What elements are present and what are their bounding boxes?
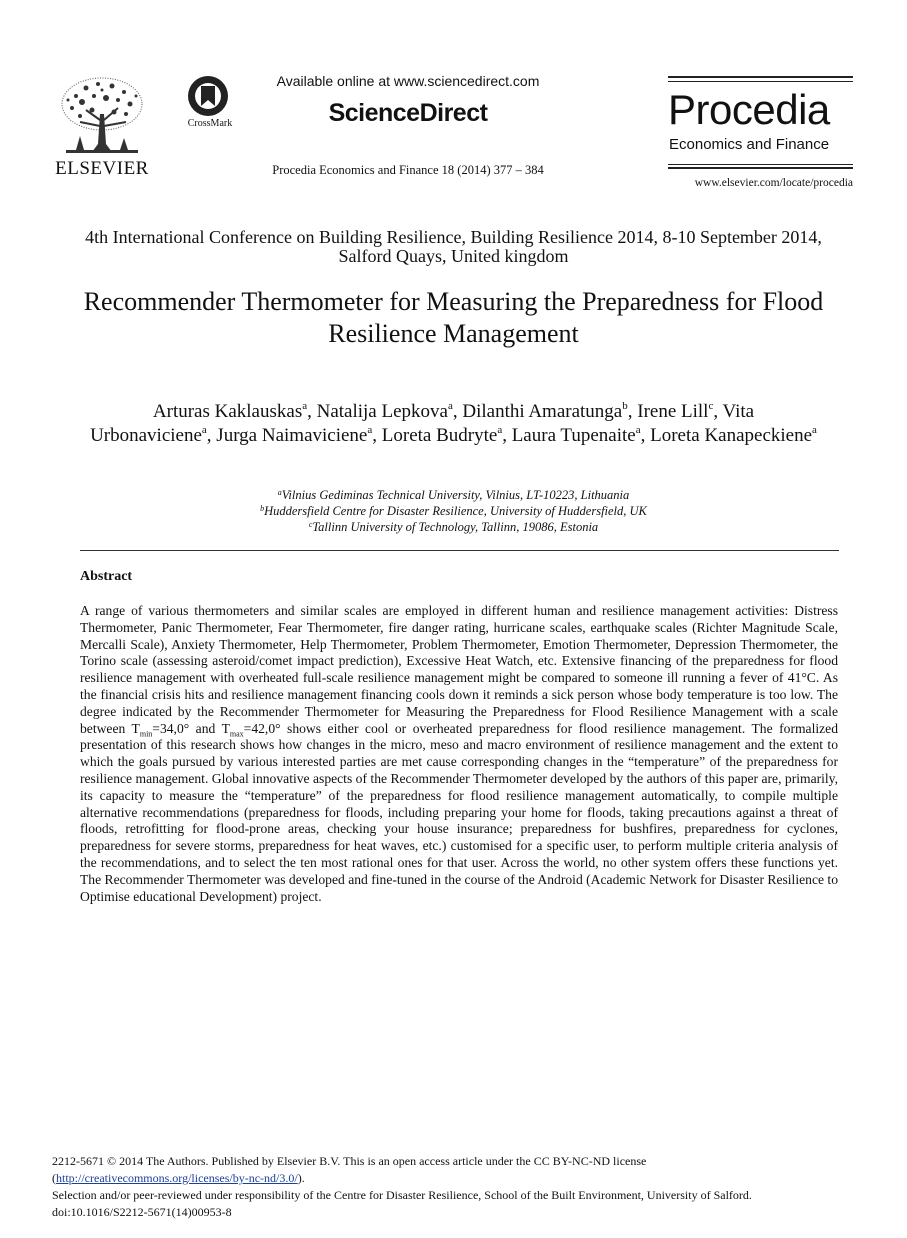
procedia-top-rule [668, 76, 853, 78]
tmax-subscript: max [229, 729, 244, 739]
license-link[interactable]: http://creativecommons.org/licenses/by-nc-nd/3.0/ [56, 1171, 298, 1185]
procedia-url[interactable]: www.elsevier.com/locate/procedia [694, 177, 853, 189]
crossmark-icon [180, 74, 240, 118]
author-name: Vita Urbonaviciene [90, 401, 755, 446]
elsevier-tree-icon [56, 74, 148, 156]
conference-name: 4th International Conference on Building Resilience, Building Resilience 2014, 8-10 September 2014, Salford Quays, United kingdom [85, 227, 822, 266]
sciencedirect-logo[interactable]: ScienceDirect [328, 99, 488, 127]
author-name: Laura Tupenaite [511, 425, 636, 446]
affiliation-key: a [277, 488, 282, 497]
author-name: Natalija Lepkova [316, 401, 448, 422]
journal-reference: Procedia Economics and Finance 18 (2014) 377 – 384 [272, 163, 544, 177]
affiliation-text: Huddersfield Centre for Disaster Resilience, University of Huddersfield, UK [264, 504, 647, 518]
author-affiliation-mark: a [302, 400, 308, 412]
abstract-part: =34,0° and T [152, 720, 230, 736]
procedia-bottom-rule-thin [668, 164, 853, 165]
author-affiliation-mark: a [635, 424, 641, 436]
procedia-bottom-rule [668, 167, 853, 169]
affiliation-item [150, 519, 757, 535]
license-open-paren: ( [52, 1171, 56, 1185]
author-name: Loreta Kanapeckiene [650, 425, 813, 446]
affiliation-text: Vilnius Gediminas Technical University, Vilnius, LT-10223, Lithuania [281, 488, 630, 502]
affiliation-text: Tallinn University of Technology, Tallinn, 19086, Estonia [312, 520, 599, 534]
crossmark-label: CrossMark [187, 118, 233, 129]
license-close-paren: ). [297, 1171, 305, 1185]
tmin-subscript: min [139, 729, 153, 739]
elsevier-logo [52, 74, 152, 178]
author-affiliation-mark: a [367, 424, 373, 436]
abstract-part: A range of various thermometers and similar scales are employed in different human and resilience management activities: Distress Thermometer, Panic Thermometer, Fear Thermometer, fire danger rating, hurricane scales, earthquake scales (Richter Magnitude Scale, Mercalli Scale), Anxiety Thermometer, Help Thermometer, Problem Thermometer, Emotion Thermometer, Depression Thermometer, the Torino scale (assessing asteroid/comet impact prediction), Excessive Heat Watch, etc. Extensive financing of the preparedness for flood resilience management with overheated full-scale resilience management might be compared to someone ill running a fever of 41°C. As the financial crisis hits and resilience management financing cools down it reminds a sick person whose body temperature is too low. The degree indicated by the Recommender Thermometer for Measuring the Preparedness for Flood Resilience Management with a scale between T [80, 603, 838, 736]
author-affiliation-mark: a [447, 400, 453, 412]
header-divider [80, 550, 839, 551]
procedia-subtitle: Economics and Finance [669, 136, 830, 153]
license-url-line [52, 1170, 852, 1187]
affiliation-list [150, 487, 757, 535]
license-line: 2212-5671 © 2014 The Authors. Published by Elsevier B.V. This is an open access article under the CC BY-NC-ND license [52, 1154, 647, 1168]
selection-statement: Selection and/or peer-reviewed under responsibility of the Centre for Disaster Resilience, School of the Built Environment, University of Salford. [52, 1188, 752, 1202]
abstract-text [80, 603, 838, 905]
author-name: Arturas Kaklauskas [152, 401, 303, 422]
affiliation-key: c [308, 520, 313, 529]
author-name: Dilanthi Amaratunga [462, 401, 623, 422]
doi[interactable]: doi:10.1016/S2212-5671(14)00953-8 [52, 1205, 232, 1219]
paper-title: Recommender Thermometer for Measuring the Preparedness for Flood Resilience Management [83, 287, 824, 348]
author-affiliation-mark: a [812, 424, 817, 436]
author-name: Jurga Naimaviciene [216, 425, 368, 446]
crossmark-badge[interactable] [180, 74, 240, 134]
author-affiliation-mark: a [201, 424, 207, 436]
author-affiliation-mark: a [497, 424, 503, 436]
affiliation-key: b [260, 504, 265, 513]
author-affiliation-mark: c [708, 400, 714, 412]
elsevier-wordmark: ELSEVIER [55, 158, 149, 179]
procedia-wordmark: Procedia [668, 86, 830, 133]
author-name: Irene Lill [637, 401, 709, 422]
affiliation-item [150, 487, 757, 503]
author-name: Loreta Budryte [381, 425, 498, 446]
affiliation-item [150, 503, 757, 519]
footer [52, 1153, 852, 1221]
procedia-logo [668, 76, 853, 192]
available-online[interactable]: Available online at www.sciencedirect.com [276, 73, 540, 89]
author-list: Arturas Kaklauskas$^a$, Natalija Lepkova$^a$, Dilanthi Amaratunga$^b$, Irene Lill$^c$, Vita Urbonaviciene$^a$, Jurga Naimaviciene$^a$, Loreta Budryte$^a$, Laura Tupenaite$^a$, Loreta Kanapeckiene$^a$ [90, 400, 817, 446]
procedia-top-rule-thin [668, 81, 853, 82]
author-affiliation-mark: b [622, 400, 628, 412]
abstract-heading: Abstract [80, 569, 133, 584]
abstract-part: =42,0° shows either cool or overheated preparedness for flood resilience management. The formalized presentation of this research shows how changes in the micro, meso and macro environment of resilience management and the extent to which the goals pursued by various interested parties are met cause corresponding changes in the “temperature” of the preparedness for resilience management. Global innovative aspects of the Recommender Thermometer developed by the authors of this paper are, primarily, its capacity to measure the “temperature” of the preparedness for flood resilience management automatically, to compile multiple alternative recommendations (preparedness for floods, including preparing your home for floods, taking precautions against a threat of floods, retrofitting for flood-prone areas, checking your house insurance; preparedness for bushfires, preparedness for cyclones, preparedness for severe storms, preparedness for heat waves, etc.) customised for a specific user, to perform multiple criteria analysis of the recommendations, and to select the ten most rational ones for that user. Across the world, no other system offers these functions yet. The Recommender Thermometer was developed and fine-tuned in the course of the Android (Academic Network for Disaster Resilience to Optimise educational Development) project. [80, 720, 838, 904]
